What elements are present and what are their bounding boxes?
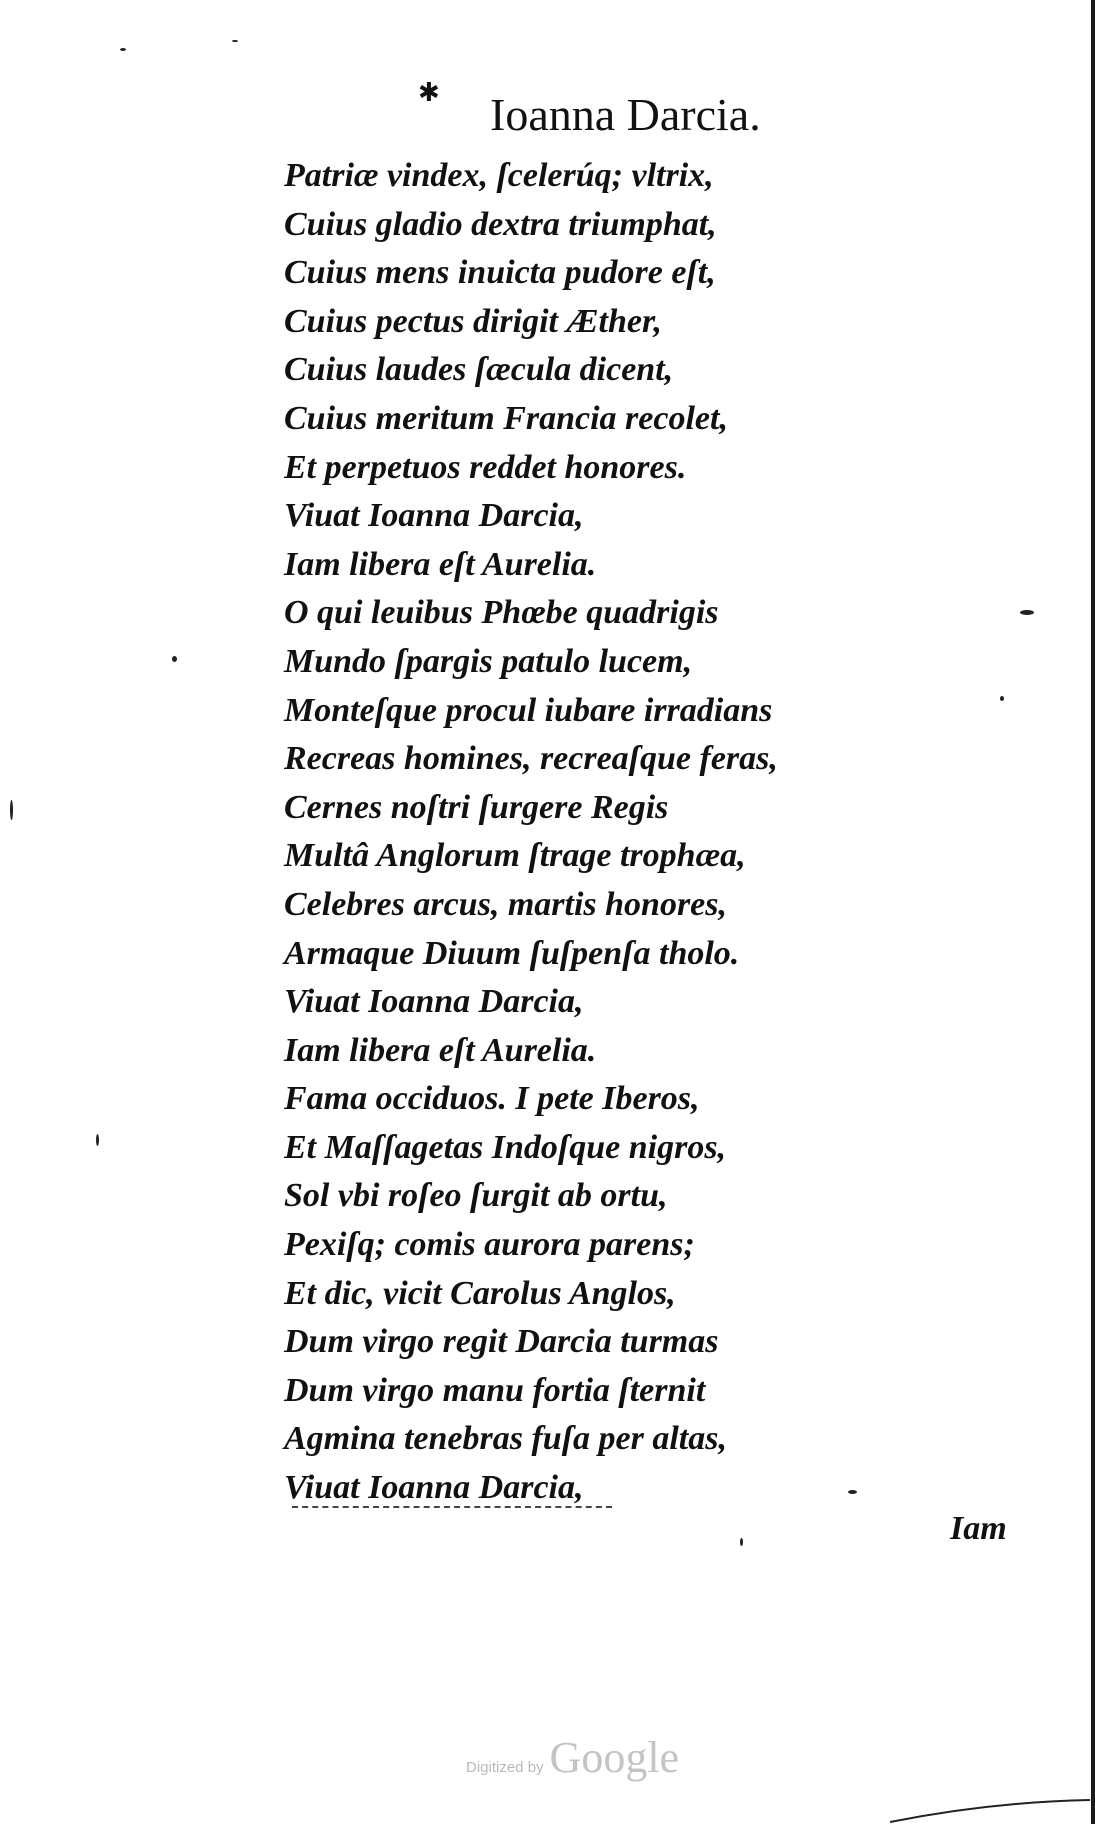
verse-line: Viuat Ioanna Darcia,	[284, 983, 584, 1021]
scan-speck	[96, 1134, 99, 1146]
scan-speck	[120, 48, 126, 51]
verse-line: Cuius gladio dextra triumphat,	[284, 205, 717, 243]
scan-speck	[232, 40, 238, 42]
digitized-by-label: Digitized by	[466, 1759, 544, 1776]
google-logo: Google	[549, 1733, 680, 1782]
verse-line: Pexiſq; comis aurora parens;	[284, 1226, 695, 1264]
verse-line: Monteſque procul iubare irradians	[284, 691, 773, 729]
verse-line: Cernes noſtri ſurgere Regis	[284, 788, 669, 826]
end-rule	[292, 1506, 612, 1508]
scan-speck	[1020, 610, 1034, 615]
verse-line: Et perpetuos reddet honores.	[284, 448, 687, 486]
verse-line: Cuius mens inuicta pudore eſt,	[284, 254, 716, 292]
verse-line: Armaque Diuum ſuſpenſa tholo.	[284, 934, 740, 972]
verse-line: Iam libera eſt Aurelia.	[284, 1031, 597, 1069]
verse-line: Cuius pectus dirigit Æther,	[284, 302, 662, 340]
page-curl-mark	[890, 1796, 1090, 1826]
printer-ornament: ✱	[418, 78, 440, 108]
scan-speck	[740, 1538, 743, 1546]
verse-line: Fama occiduos. I pete Iberos,	[284, 1080, 700, 1118]
verse-line: Agmina tenebras fuſa per altas,	[284, 1420, 727, 1458]
scan-speck	[10, 800, 13, 820]
catchword: Iam	[950, 1510, 1007, 1547]
verse-line: Cuius laudes ſæcula dicent,	[284, 351, 674, 389]
verse-line: O qui leuibus Phœbe quadrigis	[284, 594, 719, 632]
page-edge-shadow	[1091, 0, 1095, 1824]
verse-line: Dum virgo regit Darcia turmas	[284, 1323, 719, 1361]
verse-line: Celebres arcus, martis honores,	[284, 885, 727, 923]
verse-line: Sol vbi roſeo ſurgit ab ortu,	[284, 1177, 668, 1215]
scan-speck	[172, 656, 177, 662]
verse-line: Multâ Anglorum ſtrage trophæa,	[284, 837, 746, 875]
verse-line: Mundo ſpargis patulo lucem,	[284, 642, 693, 680]
verse-line: Cuius meritum Francia recolet,	[284, 399, 728, 437]
verse-line: Et dic, vicit Carolus Anglos,	[284, 1274, 676, 1312]
digitized-by-watermark	[466, 1732, 679, 1783]
running-head: Ioanna Darcia.	[490, 89, 761, 140]
verse-line: Patriæ vindex, ſcelerúq; vltrix,	[284, 157, 714, 194]
verse-line: Viuat Ioanna Darcia,	[284, 1469, 584, 1507]
verse-line: Et Maſſagetas Indoſque nigros,	[284, 1128, 727, 1166]
scan-speck	[848, 1490, 857, 1494]
verse-line: Viuat Ioanna Darcia,	[284, 497, 584, 535]
verse-line: Recreas homines, recreaſque feras,	[284, 740, 778, 778]
verse-block	[284, 152, 964, 1513]
verse-line: Iam libera eſt Aurelia.	[284, 545, 597, 583]
verse-line: Dum virgo manu fortia ſternit	[284, 1371, 706, 1409]
scan-speck	[1000, 696, 1004, 701]
